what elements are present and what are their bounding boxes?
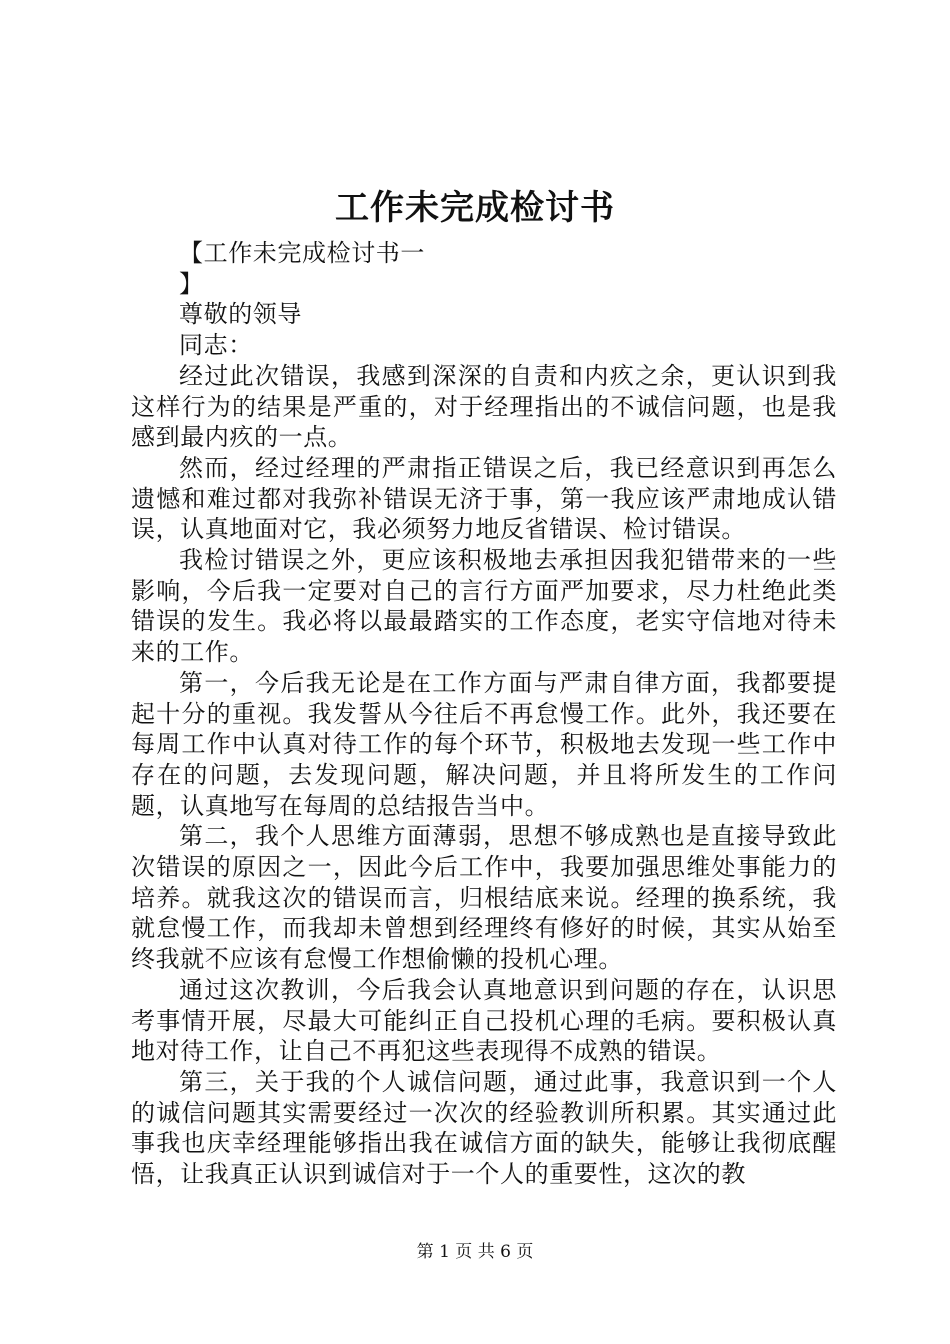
subtitle-line-2: 】 <box>179 269 204 298</box>
salutation-line-2: 同志： <box>179 331 253 360</box>
document-body <box>131 238 837 1190</box>
document-title: 工作未完成检讨书 <box>335 188 615 228</box>
paragraph: 通过这次教训，今后我会认真地意识到问题的存在，认识思考事情开展，尽最大可能纠正自己投机心理的毛病。要积极认真地对待工作，让自己不再犯这些表现得不成熟的错误。 <box>131 975 837 1066</box>
paragraph: 第一，今后我无论是在工作方面与严肃自律方面，我都要提起十分的重视。我发誓从今往后不再怠慢工作。此外，我还要在每周工作中认真对待工作的每个环节，积极地去发现一些工作中存在的问题，去发现问题，解决问题，并且将所发生的工作问题，认真地写在每周的总结报告当中。 <box>131 668 837 820</box>
paragraph: 我检讨错误之外，更应该积极地去承担因我犯错带来的一些影响，今后我一定要对自己的言行方面严加要求，尽力杜绝此类错误的发生。我必将以最最踏实的工作态度，老实守信地对待未来的工作。 <box>131 546 837 667</box>
subtitle-line-1: 【工作未完成检讨书一 <box>179 239 425 267</box>
paragraph: 然而，经过经理的严肃指正错误之后，我已经意识到再怎么遗憾和难过都对我弥补错误无济于事，第一我应该严肃地成认错误，认真地面对它，我必须努力地反省错误、检讨错误。 <box>131 453 837 544</box>
salutation-line-1: 尊敬的领导 <box>179 300 302 329</box>
paragraph: 第二，我个人思维方面薄弱，思想不够成熟也是直接导致此次错误的原因之一，因此今后工作中，我要加强思维处事能力的培养。就我这次的错误而言，归根结底来说。经理的换系统，我就怠慢工作，而我却未曾想到经理终有修好的时候，其实从始至终我就不应该有怠慢工作想偷懒的投机心理。 <box>131 822 837 974</box>
paragraph: 第三，关于我的个人诚信问题，通过此事，我意识到一个人的诚信问题其实需要经过一次次的经验教训所积累。其实通过此事我也庆幸经理能够指出我在诚信方面的缺失，能够让我彻底醒悟，让我真正认识到诚信对于一个人的重要性，这次的教 <box>131 1067 837 1189</box>
paragraph: 经过此次错误，我感到深深的自责和内疚之余，更认识到我这样行为的结果是严重的，对于经理指出的不诚信问题，也是我感到最内疚的一点。 <box>131 361 837 452</box>
page-number-footer: 第 1 页 共 6 页 <box>416 1242 534 1262</box>
